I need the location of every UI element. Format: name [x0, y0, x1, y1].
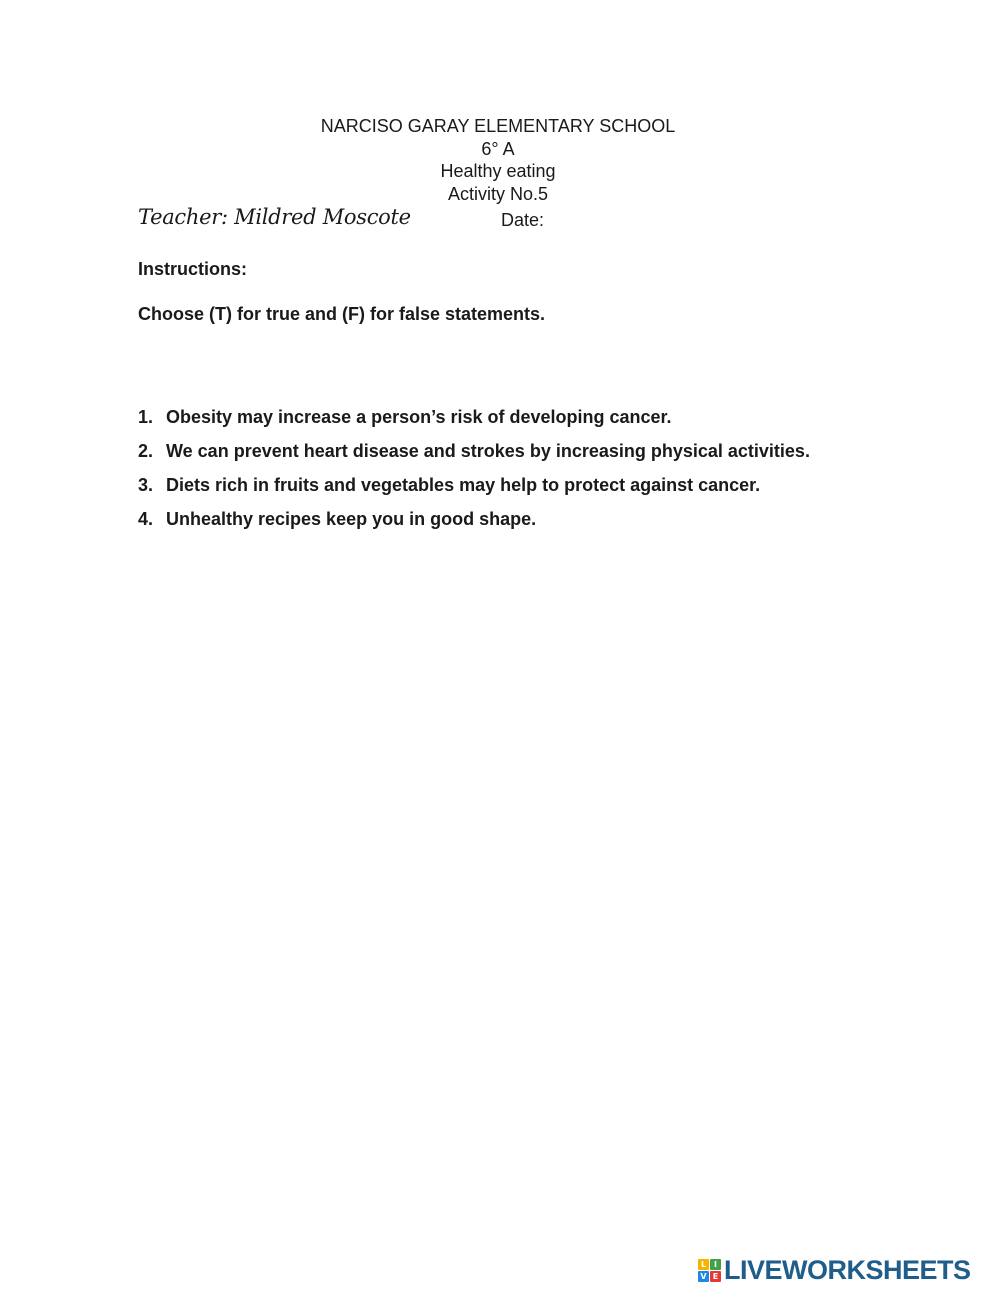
logo-block-i: I [710, 1259, 721, 1270]
logo-blocks-icon [698, 1259, 721, 1282]
liveworksheets-logo [698, 1255, 971, 1285]
statement-number: 4. [138, 509, 154, 529]
logo-block-e: E [710, 1271, 721, 1282]
document-header [0, 115, 996, 205]
instructions-text: Choose (T) for true and (F) for false statements. [138, 304, 546, 324]
logo-text: LIVEWORKSHEETS [724, 1254, 971, 1285]
statement-number: 3. [138, 475, 154, 495]
date-label: Date: [501, 210, 545, 230]
activity-number: Activity No.5 [447, 183, 549, 204]
logo-block-l: L [698, 1259, 709, 1270]
statement-text: Diets rich in fruits and vegetables may help to protect against cancer. [166, 475, 761, 495]
topic-title: Healthy eating [440, 161, 556, 181]
teacher-name: Teacher: Mildred Moscote [138, 205, 411, 229]
statement-text: We can prevent heart disease and strokes by increasing physical activities. [166, 441, 810, 461]
logo-block-v: V [698, 1271, 709, 1282]
grade-label: 6° A [481, 138, 515, 159]
school-name: NARCISO GARAY ELEMENTARY SCHOOL [320, 116, 676, 136]
statement-number: 2. [138, 441, 154, 461]
statement-text: Obesity may increase a person’s risk of developing cancer. [166, 407, 672, 427]
statement-list [138, 395, 858, 542]
instructions-title: Instructions: [138, 259, 248, 279]
statement-number: 1. [138, 407, 154, 427]
statement-text: Unhealthy recipes keep you in good shape. [166, 509, 537, 529]
statement-item [138, 497, 858, 542]
